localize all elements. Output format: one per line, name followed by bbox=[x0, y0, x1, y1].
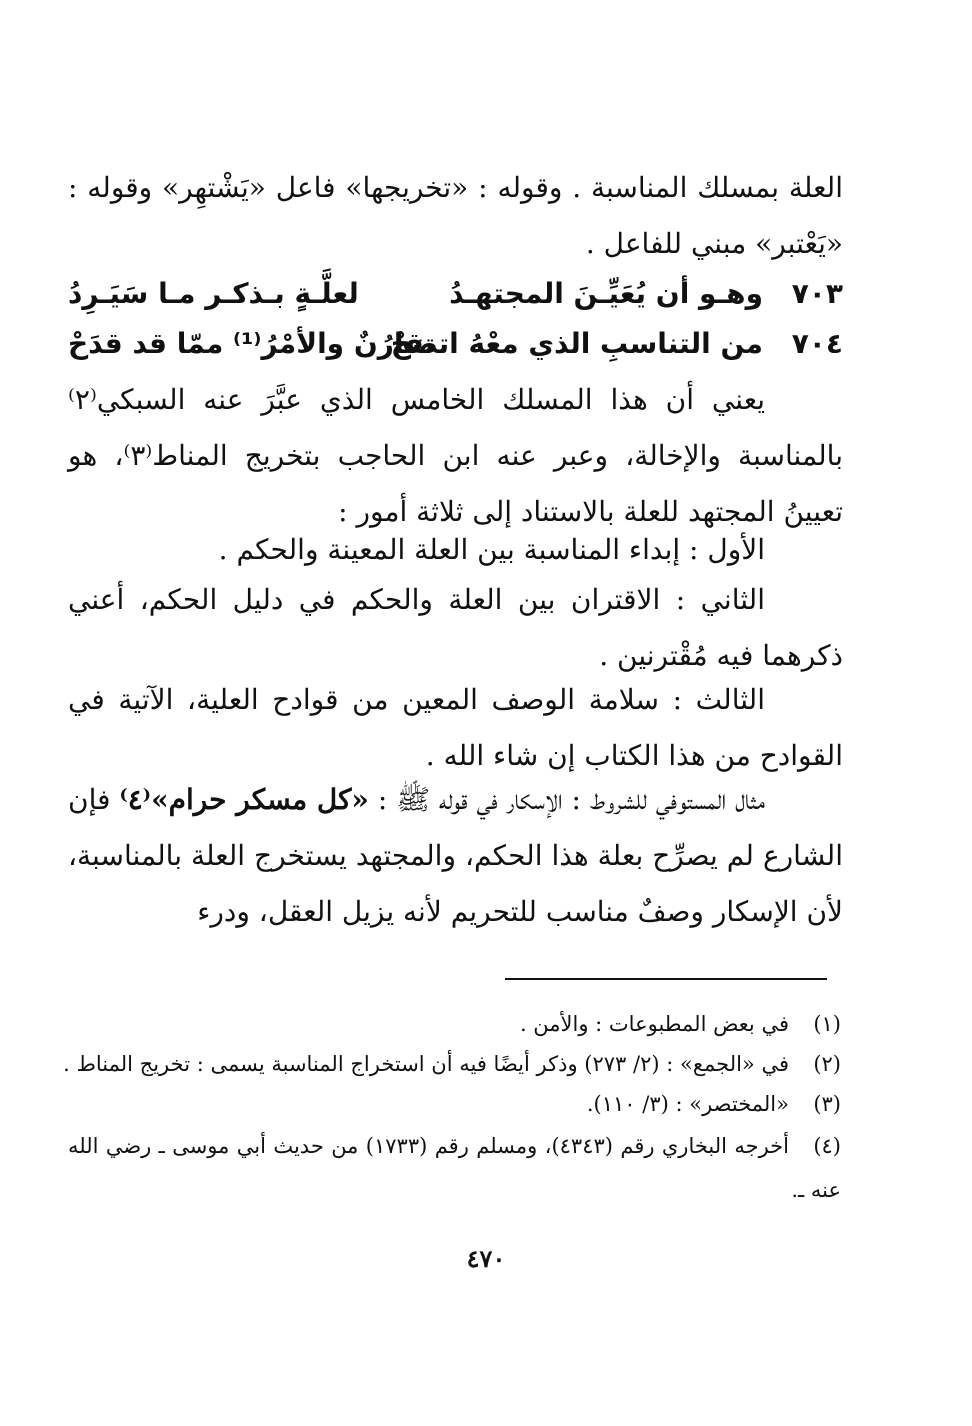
page-number: ٤٧٠ bbox=[466, 1244, 506, 1273]
footnote-1-text: في بعض المطبوعات : والأمن . bbox=[519, 1012, 789, 1036]
footnote-1 bbox=[68, 1004, 841, 1044]
footnote-4-text: أخرجه البخاري رقم (٤٣٤٣)، ومسلم رقم (١٧٣٣) من حديث أبي موسى ـ رضي الله عنه ـ. bbox=[68, 1134, 841, 1202]
example-rest-text: فإن الشارع لم يصرِّح بعلة هذا الحكم، والمجتهد يستخرج العلة بالمناسبة، لأن الإسكار وصفٌ مناسب للتحريم لأنه يزيل العقل، ودرء bbox=[68, 783, 843, 928]
footnote-4 bbox=[68, 1124, 841, 1212]
footnote-2-text: في «الجمع» : (٢/ ٢٧٣) وذكر أيضًا فيه أن استخراج المناسبة يسمى : تخريج المناط . bbox=[63, 1052, 789, 1076]
verse-703-first-hemistich: وهـو أن يُعَيِّـنَ المجتهـدُ bbox=[449, 277, 763, 310]
verse-704-number: ٧٠٤ bbox=[791, 327, 843, 360]
second-condition-paragraph bbox=[68, 572, 843, 684]
third-condition-paragraph bbox=[68, 672, 843, 784]
footnote-4-number: (٤) bbox=[813, 1134, 841, 1158]
third-condition-text: الثالث : سلامة الوصف المعين من قوادح العلية، الآتية في القوادح من هذا الكتاب إن شاء الله . bbox=[68, 683, 843, 772]
second-condition-text: الثاني : الاقتران بين العلة والحكم في دليل الحكم، أعني ذكرهما فيه مُقْترنين . bbox=[68, 583, 843, 672]
example-lead-text: مثال المستوفي للشروط : الإسكار في قوله ﷺ : bbox=[368, 783, 765, 816]
footnote-2 bbox=[63, 1044, 841, 1084]
footnote-1-number: (١) bbox=[813, 1012, 841, 1036]
verse-703-number: ٧٠٣ bbox=[791, 277, 843, 310]
intro-paragraph bbox=[68, 160, 843, 272]
explanation-text: يعني أن هذا المسلك الخامس الذي عبَّرَ عنه السبكي⁽٢⁾ بالمناسبة والإخالة، وعبر عنه ابن الحاجب بتخريج المناط⁽٣⁾، هو تعيينُ المجتهد للعلة بالاستناد إلى ثلاثة أمور : bbox=[68, 383, 843, 528]
first-condition-text: الأول : إبداء المناسبة بين العلة المعينة والحكم . bbox=[218, 533, 765, 566]
footnote-3-text: «المختصر» : (٣/ ١١٠). bbox=[586, 1092, 789, 1116]
first-condition-paragraph bbox=[68, 522, 843, 578]
verse-704-second-hemistich: تقارُنٌ والأمْرُ⁽¹⁾ ممّا قد قدَحْ bbox=[68, 327, 436, 360]
footnote-separator bbox=[505, 978, 827, 980]
intro-text: العلة بمسلك المناسبة . وقوله : «تخريجها» فاعل «يَشْتهِر» وقوله : «يَعْتبر» مبني للفاعل . bbox=[68, 171, 843, 260]
footnote-3 bbox=[68, 1084, 841, 1124]
verse-704-first-hemistich: من التناسبِ الذي معْهُ اتضحْ bbox=[390, 327, 763, 360]
explanation-paragraph bbox=[68, 372, 843, 540]
hadith-quote: «كل مسكر حرام»⁽٤⁾ bbox=[119, 783, 369, 816]
verse-703-second-hemistich: لعلَّـةٍ بـذكـر مـا سَيَـرِدُ bbox=[68, 277, 359, 310]
footnote-3-number: (٣) bbox=[813, 1092, 841, 1116]
verse-703 bbox=[68, 272, 843, 316]
example-paragraph bbox=[68, 772, 843, 940]
footnote-2-number: (٢) bbox=[813, 1052, 841, 1076]
verse-704 bbox=[68, 322, 843, 366]
